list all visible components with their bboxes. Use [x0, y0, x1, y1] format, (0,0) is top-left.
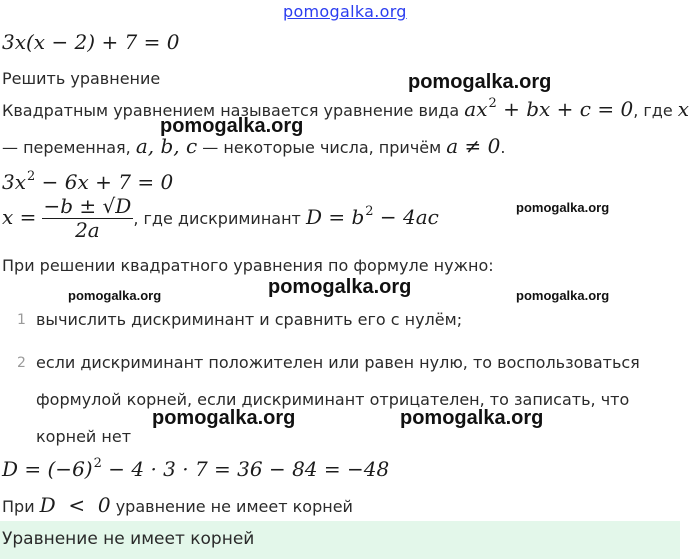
definition-text: Квадратным уравнением называется уравнение вида: [2, 101, 465, 120]
watermark-top-link[interactable]: pomogalka.org: [283, 2, 407, 21]
expanded-rhs: − 6x + 7 = 0: [35, 170, 174, 194]
discriminant-calculation: [2, 457, 389, 481]
watermark-small-2: pomogalka.org: [68, 288, 162, 303]
definition-period: .: [500, 138, 506, 157]
step-1-number: 1: [17, 312, 26, 328]
step-2-line-1: если дискриминант положителен или равен нулю, то воспользоваться: [36, 353, 640, 372]
conclusion-suffix: уравнение не имеет корней: [110, 497, 353, 516]
formula-discriminant: [306, 205, 439, 229]
formula-lhs: x =: [2, 205, 37, 229]
math-exponent: 2: [488, 96, 497, 111]
expanded-equation: [2, 170, 173, 194]
watermark-1: pomogalka.org: [408, 71, 552, 93]
definition-text-2: — переменная,: [2, 138, 136, 157]
watermark-2: pomogalka.org: [160, 115, 304, 137]
calc-exponent: 2: [93, 456, 102, 471]
disc-rhs: − 4ac: [373, 205, 439, 229]
rule-intro: При решении квадратного уравнения по формуле нужно:: [2, 256, 494, 275]
math-rest: + bx + c = 0: [496, 97, 634, 121]
step-1-text: вычислить дискриминант и сравнить его с нулём;: [36, 310, 463, 329]
formula-denominator: 2a: [42, 218, 134, 241]
answer-text: Уравнение не имеет корней: [2, 529, 255, 549]
definition-math: [464, 97, 633, 121]
definition-condition: a ≠ 0: [446, 134, 501, 158]
definition-var: x: [677, 97, 689, 121]
expanded-exponent: 2: [27, 169, 36, 184]
disc-lhs: D = b: [305, 205, 365, 229]
conclusion-prefix: При: [2, 497, 40, 516]
conclusion-math: D < 0: [39, 493, 111, 517]
formula-line: [2, 196, 439, 246]
watermark-5: pomogalka.org: [400, 407, 544, 429]
formula-text: , где дискриминант: [133, 209, 306, 228]
calc-lhs: D = (−6): [2, 457, 93, 481]
task-label: Решить уравнение: [2, 69, 161, 88]
definition-coeffs: a, b, c: [135, 134, 198, 158]
step-2-line-3: корней нет: [36, 427, 132, 446]
conclusion-line: [2, 494, 353, 518]
definition-line-2: [2, 135, 505, 159]
definition-text-where: , где: [633, 101, 678, 120]
expanded-lhs: 3x: [2, 170, 27, 194]
equation-line: 3x(x − 2) + 7 = 0: [2, 30, 180, 54]
watermark-4: pomogalka.org: [152, 407, 296, 429]
watermark-small-1: pomogalka.org: [516, 200, 610, 215]
formula-numerator: −b ± √D: [43, 194, 132, 218]
watermark-small-3: pomogalka.org: [516, 288, 610, 303]
math-ax: ax: [464, 97, 488, 121]
formula-fraction: [42, 194, 134, 241]
step-2-line-2: формулой корней, если дискриминант отрицателен, то записать, что: [36, 390, 630, 409]
watermark-3: pomogalka.org: [268, 276, 412, 298]
step-2-number: 2: [17, 355, 26, 371]
disc-exponent: 2: [365, 204, 374, 219]
calc-rhs: − 4 · 3 · 7 = 36 − 84 = −48: [101, 457, 390, 481]
definition-text-3: — некоторые числа, причём: [197, 138, 447, 157]
definition-line-1: [2, 98, 689, 124]
